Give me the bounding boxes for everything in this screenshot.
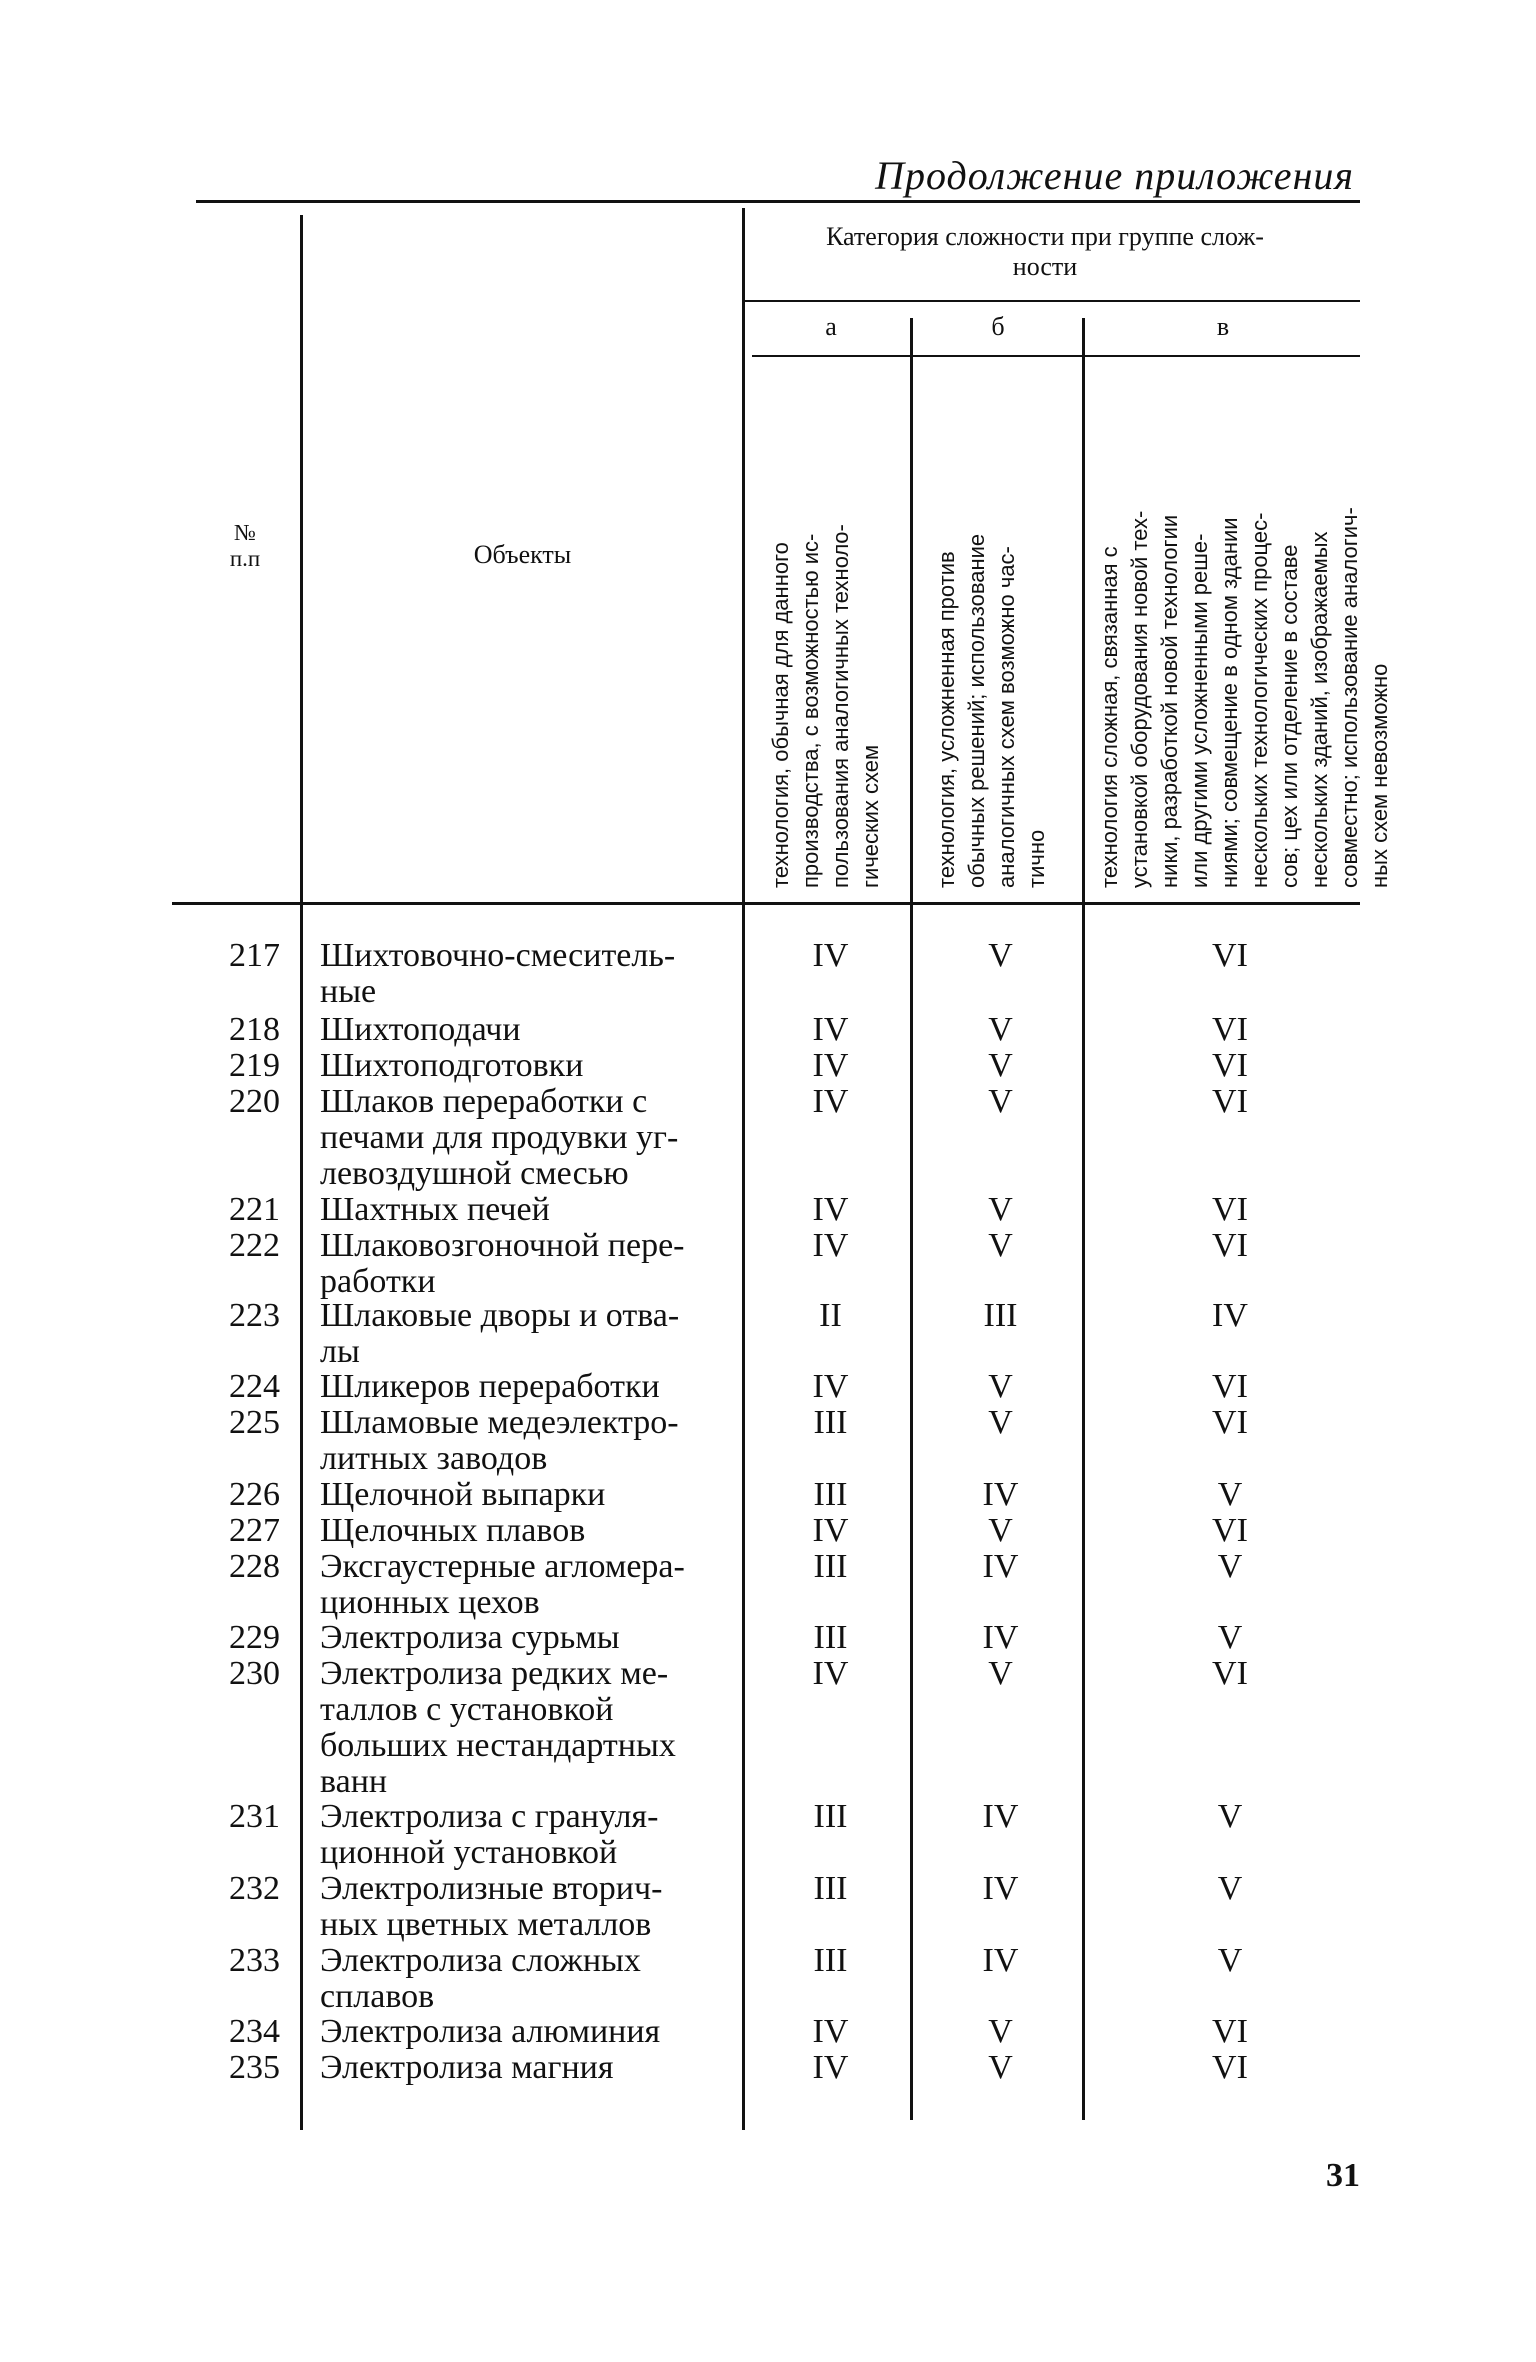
row-category-a: IV xyxy=(812,937,849,974)
row-object: Шламовые медеэлектро- литных заводов xyxy=(320,1404,679,1477)
row-number: 231 xyxy=(229,1798,280,1835)
row-category-c: VI xyxy=(1212,1368,1248,1405)
row-object: Электролиза магния xyxy=(320,2049,614,2086)
row-category-c: IV xyxy=(1212,1297,1248,1334)
row-category-c: VI xyxy=(1212,2049,1248,2086)
row-category-c: VI xyxy=(1212,1011,1248,1048)
row-category-c: VI xyxy=(1212,2013,1248,2050)
row-object: Шликеров переработки xyxy=(320,1368,660,1405)
row-number: 226 xyxy=(229,1476,280,1513)
row-category-c: V xyxy=(1217,1942,1243,1979)
top-rule xyxy=(196,200,1360,203)
row-category-a: IV xyxy=(812,1227,849,1264)
row-category-b: V xyxy=(988,1227,1013,1264)
row-object: Шлаков переработки с печами для продувки уг- левоздушной смесью xyxy=(320,1083,679,1192)
row-number: 234 xyxy=(229,2013,280,2050)
row-category-b: IV xyxy=(982,1942,1019,1979)
row-object: Электролиза сложных сплавов xyxy=(320,1942,641,2015)
row-object: Шахтных печей xyxy=(320,1191,550,1228)
row-category-c: VI xyxy=(1212,937,1248,974)
row-category-b: III xyxy=(983,1297,1018,1334)
row-number: 217 xyxy=(229,937,280,974)
row-number: 225 xyxy=(229,1404,280,1441)
row-category-c: V xyxy=(1217,1870,1243,1907)
page-number: 31 xyxy=(1326,2157,1360,2194)
row-number: 230 xyxy=(229,1655,280,1692)
row-category-b: V xyxy=(988,1011,1013,1048)
row-number: 219 xyxy=(229,1047,280,1084)
row-object: Щелочных плавов xyxy=(320,1512,586,1549)
row-number: 228 xyxy=(229,1548,280,1585)
row-category-a: III xyxy=(813,1798,848,1835)
row-category-c: V xyxy=(1217,1548,1243,1585)
row-number: 222 xyxy=(229,1227,280,1264)
row-number: 220 xyxy=(229,1083,280,1120)
header-objects: Объекты xyxy=(473,540,572,569)
row-number: 229 xyxy=(229,1619,280,1656)
row-category-a: IV xyxy=(812,1655,849,1692)
row-category-c: VI xyxy=(1212,1512,1248,1549)
row-category-c: VI xyxy=(1212,1191,1248,1228)
row-category-b: V xyxy=(988,2049,1013,2086)
row-number: 223 xyxy=(229,1297,280,1334)
category-rule xyxy=(745,300,1360,302)
row-category-b: V xyxy=(988,1655,1013,1692)
row-category-a: III xyxy=(813,1870,848,1907)
row-number: 227 xyxy=(229,1512,280,1549)
row-category-a: III xyxy=(813,1404,848,1441)
row-category-a: III xyxy=(813,1942,848,1979)
column-divider-objects xyxy=(742,208,745,2130)
row-category-a: III xyxy=(813,1548,848,1585)
row-category-b: IV xyxy=(982,1476,1019,1513)
row-category-a: IV xyxy=(812,1512,849,1549)
row-category-b: IV xyxy=(982,1798,1019,1835)
row-object: Электролиза сурьмы xyxy=(320,1619,620,1656)
row-object: Электролиза алюминия xyxy=(320,2013,661,2050)
row-category-b: V xyxy=(988,937,1013,974)
row-category-c: VI xyxy=(1212,1655,1248,1692)
row-category-b: V xyxy=(988,1047,1013,1084)
row-number: 221 xyxy=(229,1191,280,1228)
row-category-a: IV xyxy=(812,1011,849,1048)
row-category-b: V xyxy=(988,1191,1013,1228)
row-category-c: VI xyxy=(1212,1227,1248,1264)
row-category-c: VI xyxy=(1212,1047,1248,1084)
row-object: Электролиза редких ме- таллов с установкой больших нестандартных ванн xyxy=(320,1655,676,1800)
row-number: 232 xyxy=(229,1870,280,1907)
row-object: Шихтовочно-смеситель- ные xyxy=(320,937,676,1010)
row-object: Шихтоподачи xyxy=(320,1011,521,1048)
continuation-title: Продолжение приложения xyxy=(875,153,1354,198)
row-number: 233 xyxy=(229,1942,280,1979)
row-category-c: VI xyxy=(1212,1083,1248,1120)
row-category-b: IV xyxy=(982,1870,1019,1907)
row-category-a: IV xyxy=(812,2013,849,2050)
row-category-a: IV xyxy=(812,2049,849,2086)
header-number: № п.п xyxy=(229,520,261,571)
group-description-b: технология, усложненная против обычных решений; использование аналогичных схем возможно час- тично xyxy=(934,533,1049,888)
row-number: 235 xyxy=(229,2049,280,2086)
row-category-b: V xyxy=(988,2013,1013,2050)
row-object: Эксгаустерные агломера- ционных цехов xyxy=(320,1548,685,1621)
row-category-a: III xyxy=(813,1619,848,1656)
row-object: Щелочной выпарки xyxy=(320,1476,606,1513)
row-object: Шлаковозгоночной пере- работки xyxy=(320,1227,685,1300)
row-category-c: VI xyxy=(1212,1404,1248,1441)
group-label-c: в xyxy=(1216,312,1230,341)
row-category-b: V xyxy=(988,1368,1013,1405)
column-divider-num xyxy=(300,215,303,2130)
row-category-c: V xyxy=(1217,1798,1243,1835)
row-object: Шлаковые дворы и отва- лы xyxy=(320,1297,680,1370)
row-category-c: V xyxy=(1217,1476,1243,1513)
row-category-c: V xyxy=(1217,1619,1243,1656)
row-category-b: V xyxy=(988,1083,1013,1120)
row-number: 224 xyxy=(229,1368,280,1405)
row-number: 218 xyxy=(229,1011,280,1048)
row-category-b: IV xyxy=(982,1619,1019,1656)
group-label-a: а xyxy=(825,312,837,341)
row-category-a: II xyxy=(819,1297,842,1334)
header-bottom-rule xyxy=(172,902,1360,905)
row-category-b: V xyxy=(988,1512,1013,1549)
row-category-b: IV xyxy=(982,1548,1019,1585)
row-category-a: IV xyxy=(812,1191,849,1228)
row-category-a: III xyxy=(813,1476,848,1513)
group-description-a: технология, обычная для данного производства, с возможностью ис- пользования аналогичных технолo- гических схем xyxy=(768,524,883,888)
row-object: Электролизные вторич- ных цветных металлов xyxy=(320,1870,663,1943)
header-category: Категория сложности при группе слож- ности xyxy=(826,222,1264,281)
row-category-a: IV xyxy=(812,1083,849,1120)
row-object: Шихтоподготовки xyxy=(320,1047,584,1084)
row-category-a: IV xyxy=(812,1047,849,1084)
row-category-a: IV xyxy=(812,1368,849,1405)
row-category-b: V xyxy=(988,1404,1013,1441)
row-object: Электролиза с грануля- ционной установкой xyxy=(320,1798,659,1871)
group-description-c: технология сложная, связанная с установкой оборудования новой тех- ники, разработкой новой технологии или другими усложненными реше- ниями; совмещение в одном здании нескольких технологических процес- сов; цех или отделение в составе нескольких зданий, изображаемых совместно; использование аналогич- ных схем невозможно xyxy=(1097,507,1392,888)
group-label-b: б xyxy=(991,312,1005,341)
